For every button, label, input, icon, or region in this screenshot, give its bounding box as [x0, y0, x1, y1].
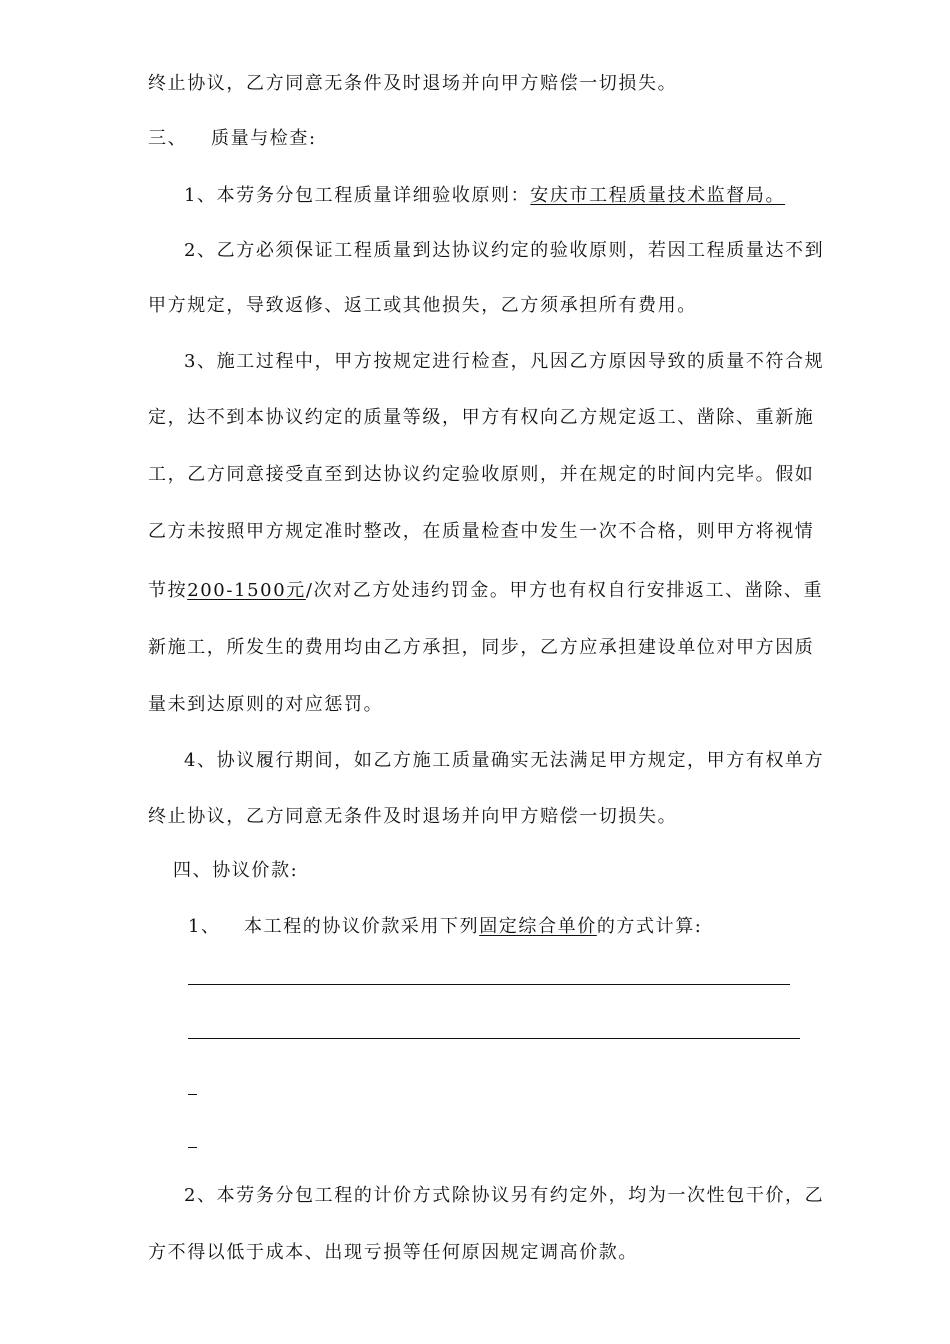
paragraph-line: 1、本劳务分包工程质量详细验收原则：安庆市工程质量技术监督局。: [184, 185, 786, 206]
blank-fill-line: [188, 1038, 800, 1039]
paragraph-line: 工，乙方同意接受直至到达协议约定验收原则，并在规定的时间内完毕。假如: [148, 464, 815, 485]
section-number: 三、: [148, 128, 188, 149]
paragraph-line: 节按200-1500元/次对乙方处违约罚金。甲方也有权自行安排返工、凿除、重: [148, 580, 824, 601]
paragraph-line: 新施工，所发生的费用均由乙方承担，同步，乙方应承担建设单位对甲方因质: [148, 637, 815, 658]
blank-fill-line: [188, 1094, 197, 1095]
blank-fill-line: [188, 1147, 197, 1148]
paragraph-line: 3、施工过程中，甲方按规定进行检查，凡因乙方原因导致的质量不符合规: [184, 351, 825, 372]
paragraph-line: 甲方规定，导致返修、返工或其他损失，乙方须承担所有费用。: [148, 295, 697, 316]
paragraph-line: 乙方未按照甲方规定准时整改，在质量检查中发生一次不合格，则甲方将视情: [148, 521, 815, 542]
blank-fill-line: [188, 984, 790, 985]
section-heading: 四、协议价款:: [173, 860, 299, 881]
paragraph-line: 定，达不到本协议约定的质量等级，甲方有权向乙方规定返工、凿除、重新施: [148, 407, 815, 428]
paragraph-line: 本工程的协议价款采用下列固定综合单价的方式计算:: [244, 916, 703, 937]
paragraph-line: 方不得以低于成本、出现亏损等任何原因规定调高价款。: [148, 1242, 638, 1263]
underlined-text: 固定综合单价: [479, 916, 597, 937]
paragraph-line: 2、本劳务分包工程的计价方式除协议另有约定外，均为一次性包干价，乙: [184, 1185, 825, 1206]
paragraph-line: 终止协议，乙方同意无条件及时退场并向甲方赔偿一切损失。: [148, 806, 678, 827]
underlined-text: 安庆市工程质量技术监督局。: [530, 185, 786, 206]
paragraph-line: 量未到达原则的对应惩罚。: [148, 694, 384, 715]
paragraph-line: 4、协议履行期间，如乙方施工质量确实无法满足甲方规定，甲方有权单方: [184, 750, 825, 771]
paragraph-line: 2、乙方必须保证工程质量到达协议约定的验收原则，若因工程质量达不到: [184, 240, 825, 261]
underlined-text: 200-1500元: [187, 580, 306, 601]
section-heading: 质量与检查:: [211, 128, 317, 149]
paragraph-line: 终止协议，乙方同意无条件及时退场并向甲方赔偿一切损失。: [148, 73, 678, 94]
list-number: 1、: [188, 916, 221, 937]
